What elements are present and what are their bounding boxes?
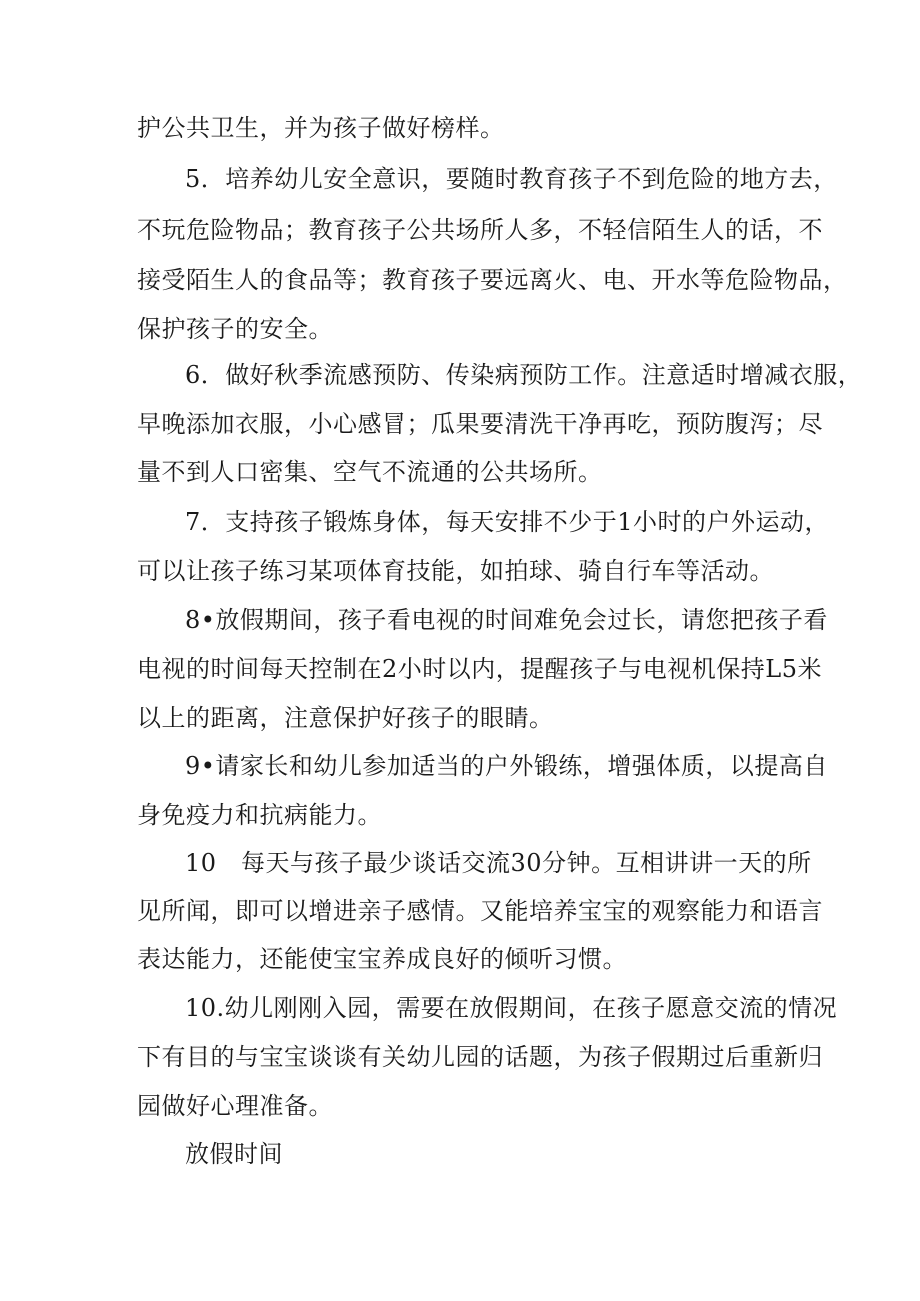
text-line: 不玩危险物品；教育孩子公共场所人多，不轻信陌生人的话，不	[137, 216, 823, 244]
text-line: 10.幼儿刚刚入园，需要在放假期间，在孩子愿意交流的情况	[185, 994, 838, 1022]
text-line: 园做好心理准备。	[137, 1092, 333, 1120]
text-line: 表达能力，还能使宝宝养成良好的倾听习惯。	[137, 945, 627, 973]
text-line: 护公共卫生，并为孩子做好榜样。	[137, 114, 505, 142]
text-line: 5．培养幼儿安全意识，要随时教育孩子不到危险的地方去，	[185, 165, 838, 193]
text-line: 可以让孩子练习某项体育技能，如拍球、骑自行车等活动。	[137, 557, 774, 585]
text-line: 电视的时间每天控制在2小时以内，提醒孩子与电视机保持L5米	[137, 655, 822, 683]
text-line: 9•请家长和幼儿参加适当的户外锻练，增强体质，以提高自	[185, 752, 828, 780]
text-line: 下有目的与宝宝谈谈有关幼儿园的话题，为孩子假期过后重新归	[137, 1043, 823, 1071]
text-line: 7．支持孩子锻炼身体，每天安排不少于1小时的户外运动，	[185, 508, 830, 536]
section-heading: 放假时间	[185, 1140, 283, 1168]
text-line: 量不到人口密集、空气不流通的公共场所。	[137, 458, 603, 486]
text-line: 以上的距离，注意保护好孩子的眼睛。	[137, 704, 554, 732]
text-line: 8•放假期间，孩子看电视的时间难免会过长，请您把孩子看	[185, 606, 828, 634]
text-line: 接受陌生人的食品等；教育孩子要远离火、电、开水等危险物品，	[137, 266, 848, 294]
text-line: 见所闻，即可以增进亲子感情。又能培养宝宝的观察能力和语言	[137, 897, 823, 925]
text-line: 身免疫力和抗病能力。	[137, 801, 382, 829]
text-line: 10 每天与孩子最少谈话交流30分钟。互相讲讲一天的所	[185, 849, 812, 877]
text-line: 6．做好秋季流感预防、传染病预防工作。注意适时增减衣服，	[185, 361, 863, 389]
text-line: 早晚添加衣服，小心感冒；瓜果要清洗干净再吃，预防腹泻；尽	[137, 410, 823, 438]
text-line: 保护孩子的安全。	[137, 315, 333, 343]
